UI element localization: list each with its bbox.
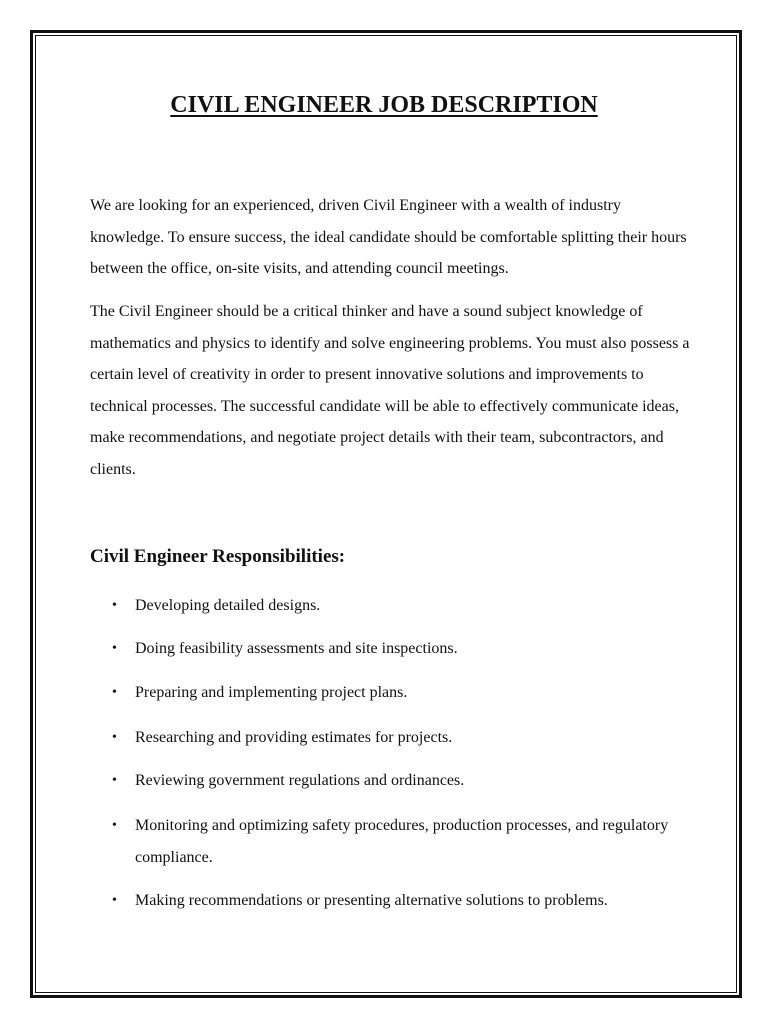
list-item-text: Monitoring and optimizing safety procedures, production processes, and regulatory compliance. bbox=[135, 817, 669, 866]
list-item-text: Reviewing government regulations and ordinances. bbox=[135, 772, 465, 789]
list-item bbox=[90, 590, 700, 622]
bullet-icon: • bbox=[112, 641, 117, 656]
list-item bbox=[90, 885, 700, 917]
bullet-icon: • bbox=[112, 893, 117, 908]
list-item bbox=[90, 810, 700, 873]
list-item bbox=[90, 722, 700, 754]
responsibilities-heading: Civil Engineer Responsibilities: bbox=[90, 546, 346, 567]
requirements-paragraph: The Civil Engineer should be a critical thinker and have a sound subject knowledge of mathematics and physics to identify and solve engineering problems. You must also possess a certain level of creativity in order to present innovative solutions and improvements to technical processes. The successful candidate will be able to effectively communicate ideas, make recommendations, and negotiate project details with their team, subcontractors, and clients. bbox=[90, 303, 690, 478]
bullet-icon: • bbox=[112, 773, 117, 788]
list-item-text: Making recommendations or presenting alternative solutions to problems. bbox=[135, 892, 608, 909]
list-item bbox=[90, 765, 700, 797]
bullet-icon: • bbox=[112, 730, 117, 745]
bullet-icon: • bbox=[112, 685, 117, 700]
bullet-icon: • bbox=[112, 818, 117, 833]
list-item-text: Researching and providing estimates for projects. bbox=[135, 729, 453, 746]
list-item-text: Preparing and implementing project plans. bbox=[135, 684, 408, 701]
bullet-icon: • bbox=[112, 598, 117, 613]
list-item bbox=[90, 633, 700, 665]
list-item bbox=[90, 677, 700, 709]
document-title: CIVIL ENGINEER JOB DESCRIPTION bbox=[170, 92, 598, 118]
list-item-text: Doing feasibility assessments and site inspections. bbox=[135, 640, 458, 657]
intro-paragraph: We are looking for an experienced, driven Civil Engineer with a wealth of industry knowledge. To ensure success, the ideal candidate should be comfortable splitting their hours between the office, on-site visits, and attending council meetings. bbox=[90, 197, 687, 277]
list-item-text: Developing detailed designs. bbox=[135, 597, 321, 614]
